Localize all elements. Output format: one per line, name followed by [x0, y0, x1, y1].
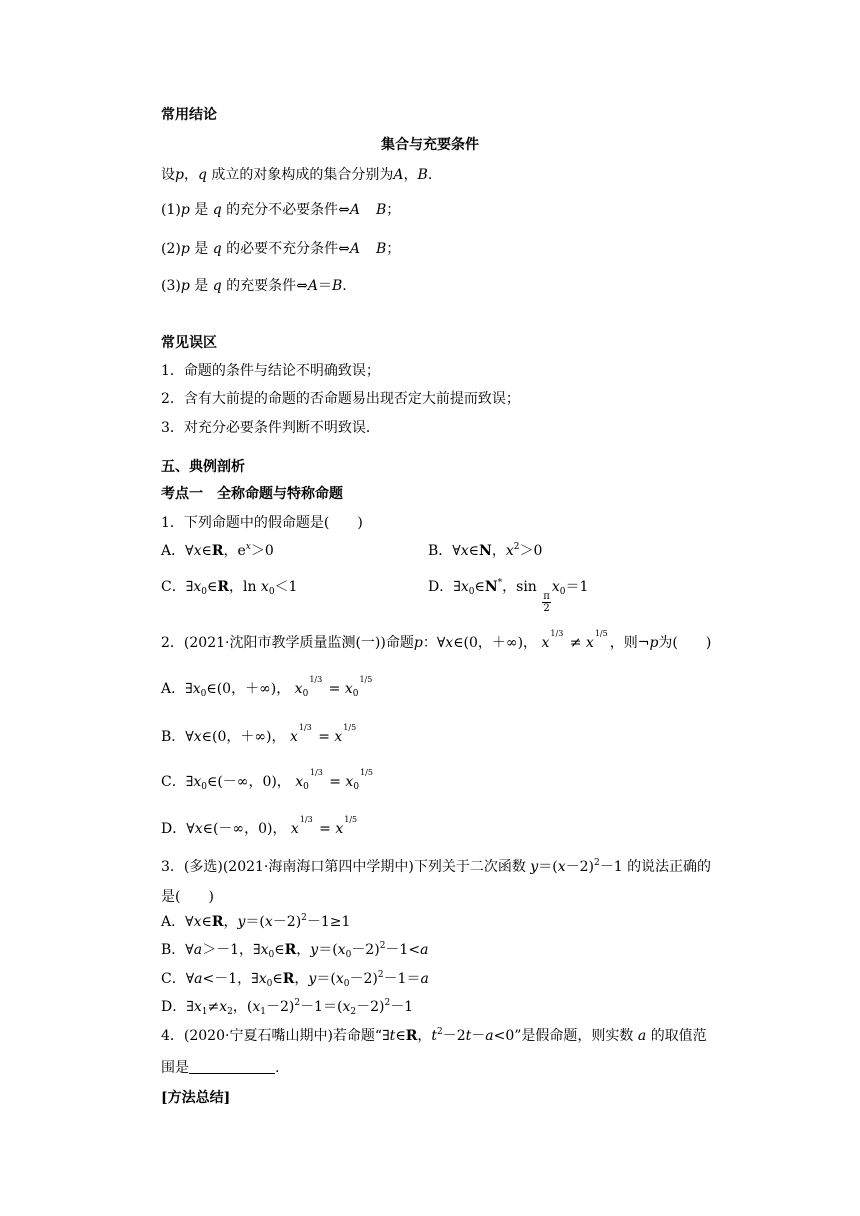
question-3-stem-continued: 是( ) [161, 889, 214, 905]
question-2-option-c: C．$\exists x_0\in(-\infty$，0)， $x_0^{1/3} = x_0^{1/5}$ [161, 768, 373, 792]
question-4-stem-continued: 围是 . [161, 1060, 280, 1076]
question-2-option-a: A．$\exists x_0\in(0$，＋∞)， $x_0^{1/3} = x_0^{1/5}$ [161, 675, 373, 699]
section-heading-examples: 五、典例剖析 [161, 459, 245, 475]
question-1-option-a: A．∀x∈R，$e^x>0$ [161, 542, 274, 559]
answer-blank [189, 1060, 275, 1074]
question-1-option-d: D．$\exists x_0\in N^*$，sin $\frac{\pi}{2}$ $x_0=1$ [428, 578, 589, 614]
question-3-option-a: A．∀x∈R，$y=(x-2)^2-1\ge 1$ [161, 913, 351, 930]
question-4-stem: 4．(2020·宁夏石嘴山期中)若命题“∃t∈R，$t^2-2t-a<0$”是假命题，则实数 a 的取值范 [161, 1027, 707, 1044]
question-2-option-d: D．∀x∈(－∞，0)， $x^{1/3} = x^{1/5}$ [161, 815, 358, 837]
question-3-stem: 3．(多选)(2021·海南海口第四中学期中)下列关于二次函数 $y=(x-2)^2-1$ 的说法正确的 [161, 858, 712, 875]
question-2-stem: 2．(2021·沈阳市教学质量监测(一))命题p：∀x∈(0，＋∞)， $x^{1/3} \ne x^{1/5}$，则¬p为( ) [161, 629, 712, 651]
pitfall-item-2: 2．含有大前提的命题的否命题易出现否定大前提而致误； [161, 391, 520, 407]
section-heading-pitfalls: 常见误区 [161, 335, 217, 351]
pitfall-item-1: 1．命题的条件与结论不明确致误； [161, 363, 380, 379]
pitfall-item-3: 3．对充分必要条件判断不明致误． [161, 420, 380, 436]
question-1-option-c: C．$\exists x_0\in R$，$\ln x_0<1$ [161, 579, 298, 597]
question-3-option-c: C．∀a<－1，$\exists x_0\in R$，$y=(x_0-2)^2-1=a$ [161, 970, 429, 989]
section-title-sets-conditions: 集合与充要条件 [381, 137, 479, 153]
conclusion-3: (3)p 是 q 的充要条件⇔A＝B. [161, 278, 347, 294]
intro-line: 设p，q 成立的对象构成的集合分别为A，B. [161, 167, 433, 183]
conclusion-1: (1)p 是 q 的充分不必要条件⇔A B； [161, 202, 401, 218]
method-summary-heading: [方法总结] [161, 1090, 231, 1106]
question-2-option-b: B．∀x∈(0，＋∞)， $x^{1/3} = x^{1/5}$ [161, 723, 357, 745]
conclusion-2: (2)p 是 q 的必要不充分条件⇔A B； [161, 241, 401, 257]
section-heading-conclusions: 常用结论 [161, 107, 217, 123]
question-3-option-b: B．∀a＞－1，$\exists x_0\in R$，$y=(x_0-2)^2-1<a$ [161, 941, 429, 960]
question-1-stem: 1．下列命题中的假命题是( ) [161, 515, 363, 531]
question-1-option-b: B．∀x∈N，$x^2>0$ [428, 542, 543, 559]
topic-heading-1: 考点一 全称命题与特称命题 [161, 486, 343, 502]
question-3-option-d: D．$\exists x_1\ne x_2$，$(x_1-2)^2-1=(x_2-2)^2-1$ [161, 998, 414, 1017]
